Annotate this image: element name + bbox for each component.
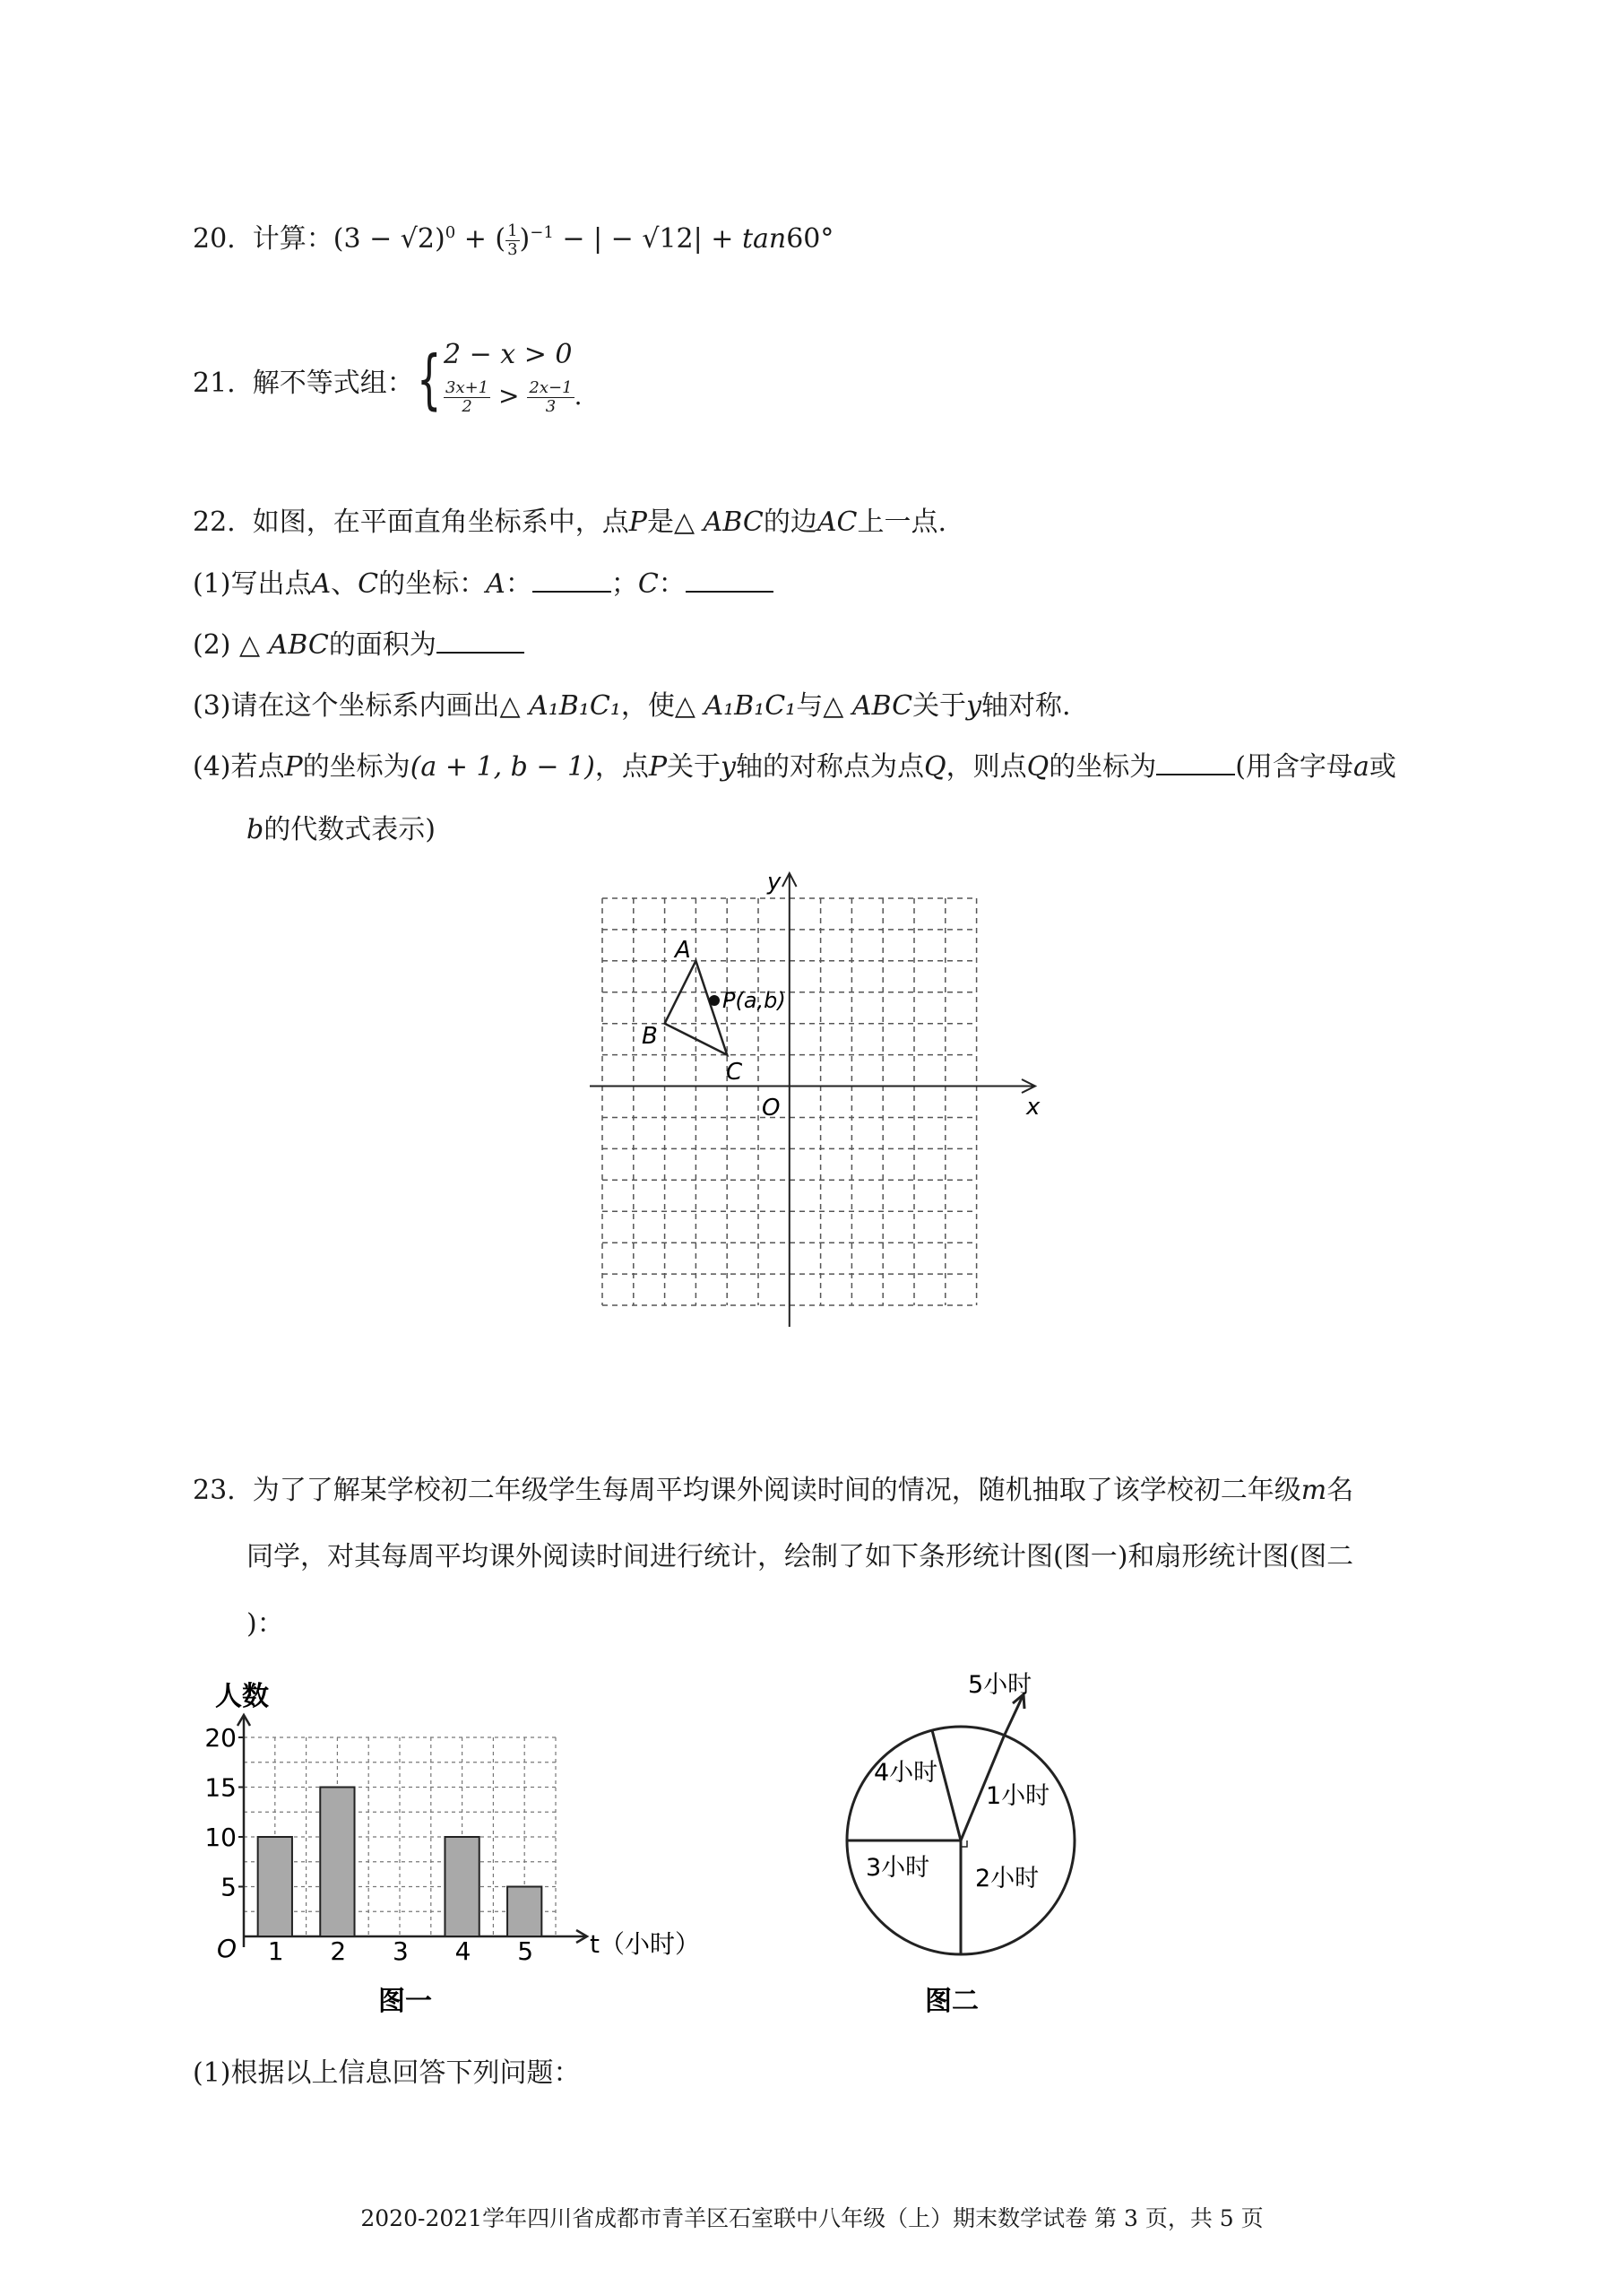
x-tick-label: 2	[330, 1936, 347, 1966]
x-axis-label: x	[1026, 1094, 1041, 1121]
x-tick-label: 3	[393, 1936, 409, 1966]
pie-label-1h: 1小时	[986, 1782, 1050, 1810]
question-22-stem	[193, 505, 946, 541]
part-text: 、	[331, 568, 358, 600]
answer-blank[interactable]	[686, 567, 773, 593]
axes	[590, 873, 1035, 1327]
point-label: Q	[924, 751, 946, 783]
point-p-dot	[709, 995, 720, 1006]
stem-text: 名	[1326, 1475, 1354, 1506]
point-label: C	[637, 568, 659, 600]
part-text: 的坐标为	[302, 751, 410, 783]
bar-chart	[188, 1667, 744, 2026]
stem-text: 如图，在平面直角坐标系中，点	[252, 507, 629, 538]
part-text: 轴对称.	[981, 690, 1071, 722]
x-tick-label: 5	[517, 1936, 534, 1966]
letter-b: b	[246, 814, 264, 845]
pie-label-5h: 5小时	[968, 1671, 1032, 1699]
y-tick-label: 15	[204, 1772, 237, 1803]
part-text: (用含字母	[1235, 751, 1353, 783]
part-text: ；	[610, 568, 638, 600]
part-text: (2) △	[193, 629, 269, 661]
exponent: −1	[530, 223, 554, 242]
bar-chart-origin: O	[217, 1934, 238, 1963]
pie-label-3h: 3小时	[866, 1854, 930, 1882]
math-expr: − | − √12| +	[553, 223, 742, 255]
part-text: 关于	[667, 751, 721, 783]
fraction-numerator: 1	[507, 221, 518, 240]
exponent: 0	[445, 223, 456, 242]
inequality-1: 2 − x > 0	[444, 339, 573, 370]
fraction-denominator: 3	[507, 239, 518, 259]
fraction-denominator: 2	[462, 397, 472, 416]
part-text: ：	[505, 568, 532, 600]
question-prefix: 解不等式组：	[252, 368, 414, 399]
question-22-part-2	[193, 628, 524, 663]
y-tick-label: 10	[204, 1823, 237, 1852]
bar-chart-yticks	[204, 1723, 244, 1902]
point-label: Q	[1026, 751, 1050, 783]
axis-label: y	[721, 751, 736, 783]
part-text: (3)请在这个坐标系内画出△	[193, 690, 530, 722]
math-expr: + (	[455, 223, 506, 255]
point-label: P	[628, 507, 647, 538]
part-text: 轴的对称点为点	[736, 751, 924, 783]
brace: {	[417, 342, 442, 417]
part-text: 关于	[912, 690, 967, 722]
question-22-part-4	[193, 749, 1396, 785]
inequality-2	[444, 379, 582, 416]
part-text: 的代数式表示)	[263, 814, 436, 845]
fraction-numerator: 2x−1	[529, 378, 573, 397]
question-number: 23.	[193, 1475, 236, 1506]
question-23-line-2	[246, 1539, 1353, 1575]
fraction	[505, 222, 519, 259]
math-expr: (3 − √2)	[333, 223, 445, 255]
question-22-part-1	[193, 567, 773, 602]
stem-text: 同学，对其每周平均课外阅读时间进行统计，绘制了如下条形统计图(图一)和扇形统计图(图二	[246, 1541, 1354, 1572]
stem-text: 的边	[763, 507, 817, 538]
label-b: B	[642, 1023, 658, 1050]
fraction-numerator: 3x+1	[445, 378, 489, 397]
pointer-line	[1004, 1694, 1024, 1736]
coordinate-expr: (a + 1, b − 1)	[410, 751, 595, 783]
pie-chart-title: 图二	[925, 1986, 979, 2017]
point-label: A	[486, 568, 505, 600]
bar-2	[320, 1788, 354, 1937]
bar-chart-xlabel: t（小时）	[590, 1929, 700, 1959]
fraction-denominator: 3	[545, 397, 557, 416]
question-number: 21.	[193, 368, 236, 399]
bar-1	[258, 1837, 292, 1936]
part-text: 的面积为	[328, 629, 436, 661]
point-label: P	[648, 751, 668, 783]
letter-a: a	[1352, 751, 1369, 783]
stem-text: 上一点.	[857, 507, 946, 538]
pie-label-2h: 2小时	[975, 1865, 1040, 1892]
question-21	[193, 339, 820, 429]
question-23-line-3	[246, 1606, 284, 1642]
y-tick-label: 5	[220, 1872, 237, 1902]
bar-4	[445, 1837, 479, 1936]
sub-question-text: (1)根据以上信息回答下列问题：	[193, 2057, 581, 2089]
question-prefix: 计算：	[252, 223, 333, 255]
answer-blank[interactable]	[532, 567, 611, 593]
question-22-part-3	[193, 688, 1071, 724]
y-tick-label: 20	[204, 1723, 237, 1753]
segment-label: AC	[816, 507, 858, 538]
question-20: 20. 计算：$(3 - √2)^0$ + ( $\frac{1}{3}$ )$^{-1}$ − | − √12| + tan60°	[193, 221, 834, 259]
part-text: 的坐标为	[1049, 751, 1157, 783]
triangle-label: ABC	[268, 629, 329, 661]
stem-text: 是△	[646, 507, 704, 538]
part-text: 的坐标：	[378, 568, 487, 600]
origin-label: O	[762, 1095, 781, 1122]
part-text: ，点	[594, 751, 649, 783]
fraction	[444, 379, 490, 416]
part-text: (4)若点	[193, 751, 285, 783]
math-func: tan	[741, 223, 787, 255]
point-label: P	[284, 751, 303, 783]
x-tick-label: 4	[454, 1936, 471, 1966]
bar-chart-title: 图一	[378, 1986, 432, 2017]
bar-5	[507, 1887, 541, 1937]
stem-text: )：	[246, 1608, 284, 1640]
part-text: ，使△	[620, 690, 704, 722]
label-a: A	[675, 937, 691, 964]
gt-sign: >	[498, 381, 520, 411]
triangle-label: A₁B₁C₁	[704, 690, 797, 722]
label-p: P(a,b)	[722, 988, 786, 1013]
math-expr: 60°	[786, 223, 834, 255]
part-text: ：	[658, 568, 686, 600]
question-22-part-4-cont	[246, 812, 436, 848]
variable-m: m	[1300, 1475, 1327, 1506]
question-23-sub-1	[193, 2056, 581, 2091]
part-text: (1)写出点	[193, 568, 312, 600]
question-number: 22.	[193, 507, 236, 538]
answer-blank[interactable]	[1156, 750, 1235, 775]
bar-chart-xticks	[268, 1936, 533, 1966]
period: .	[574, 381, 583, 411]
point-label: A	[311, 568, 332, 600]
point-label: C	[358, 568, 379, 600]
page-footer: 2020-2021学年四川省成都市青羊区石室联中八年级（上）期末数学试卷 第 3 页，共 5 页	[360, 2205, 1264, 2231]
axis-label: y	[966, 690, 982, 722]
bar-chart-ylabel: 人数	[215, 1681, 269, 1712]
pie-chart	[825, 1667, 1129, 2026]
part-text: 与△	[796, 690, 852, 722]
stem-text: 为了了解某学校初二年级学生每周平均课外阅读时间的情况，随机抽取了该学校初二年级	[252, 1475, 1301, 1506]
coordinate-grid-figure	[583, 868, 1049, 1343]
label-c: C	[726, 1059, 743, 1086]
x-tick-label: 1	[267, 1936, 284, 1966]
answer-blank[interactable]	[436, 628, 524, 654]
part-text: 或	[1369, 751, 1396, 783]
fraction	[527, 379, 574, 416]
pie-label-4h: 4小时	[874, 1759, 938, 1787]
y-axis-label: y	[767, 869, 782, 896]
question-23-line-1	[193, 1473, 1353, 1509]
triangle-label: ABC	[703, 507, 764, 538]
triangle-label: A₁B₁C₁	[529, 690, 621, 722]
triangle-label: ABC	[851, 690, 913, 722]
question-number: 20.	[193, 223, 236, 255]
part-text: ，则点	[946, 751, 1027, 783]
